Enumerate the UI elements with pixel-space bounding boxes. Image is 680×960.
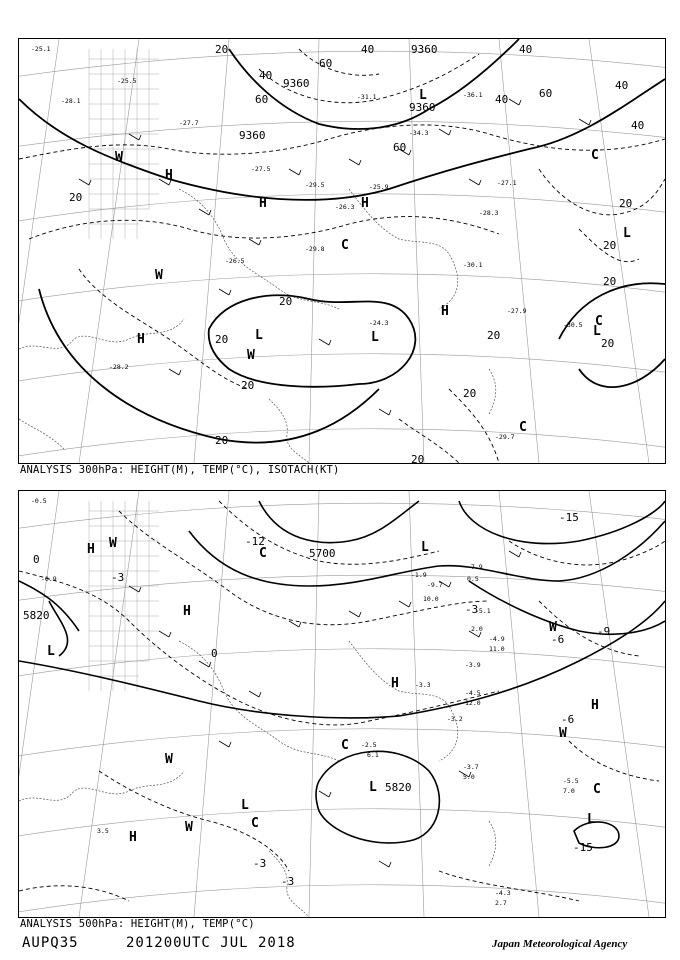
coastlines [19,189,496,463]
obs-temp: 2.0 [471,625,483,633]
chart-code: AUPQ35 [22,935,79,951]
isotach-label: 20 [279,295,293,308]
isotach-label-group [69,43,644,463]
wind-barbs [79,99,591,415]
obs-temp: -27.5 [251,165,271,173]
obs-temp: -34.3 [409,129,429,137]
cold-marker: C [251,816,259,831]
obs-temp: 12.0 [465,699,481,707]
obs-temp: -30.5 [563,321,583,329]
isotach-label: 20 [487,329,501,342]
cold-marker: C [519,420,527,435]
height-contours [19,501,665,848]
height-label: 5820 [23,609,50,622]
low-marker: L [255,328,263,343]
low-marker: L [241,798,249,813]
low-marker: L [369,780,377,795]
obs-temp: -27.7 [179,119,199,127]
isotach-contours [19,49,665,463]
obs-temp: 11.0 [489,645,505,653]
isotach-label: 20 [411,453,425,463]
isotach-label: 20 [603,239,617,252]
obs-temp: -24.3 [369,319,389,327]
isotach-label: 40 [631,119,645,132]
height-label: 9360 [409,101,436,114]
high-marker: H [391,676,399,691]
obs-temp: -27.9 [507,307,527,315]
isotach-label: 60 [393,141,407,154]
low-marker: L [419,88,427,103]
obs-temp: -7.9 [467,563,483,571]
isotherm-label: 0 [211,647,218,660]
low-marker: L [421,540,429,555]
panel-caption-500hpa: ANALYSIS 500hPa: HEIGHT(M), TEMP(°C) [20,918,255,930]
isotherm-label: -3 [465,603,479,616]
obs-temp: 3.5 [97,827,109,835]
obs-temp: -30.1 [463,261,483,269]
low-marker: L [587,812,595,827]
obs-temp: -4.3 [495,889,511,897]
isotach-label: 20 [69,191,83,204]
obs-temp: -4.9 [489,635,505,643]
warm-marker: W [247,348,255,363]
isotach-label: 40 [519,43,533,56]
low-marker: L [623,226,631,241]
isotherm-label: -3 [111,571,125,584]
isotach-label: 20 [463,387,477,400]
obs-temp: -31.1 [357,93,377,101]
warm-marker: W [165,752,173,767]
obs-temp: -28.2 [109,363,129,371]
obs-temp: -5.5 [563,777,579,785]
obs-temp: -25.5 [117,77,137,85]
map-panel-500hpa [18,490,666,918]
agency-name: Japan Meteorological Agency [492,938,628,950]
high-marker: H [361,196,369,211]
obs-temp: -36.1 [463,91,483,99]
graticule [19,491,665,917]
isotach-label: 60 [539,87,553,100]
map-500hpa-svg [19,491,665,917]
isotherm-label: -6 [561,713,575,726]
height-label: 9360 [283,77,310,90]
obs-temp: -3.2 [447,715,463,723]
isotherm-label: -9 [597,625,611,638]
high-marker: H [87,542,95,557]
obs-temp: 5.0 [463,773,475,781]
high-marker: H [441,304,449,319]
map-panel-300hpa [18,38,666,464]
cold-marker: C [591,148,599,163]
obs-temp: -27.1 [497,179,517,187]
obs-temp: 7.0 [563,787,575,795]
obs-temp: 0.5 [467,575,479,583]
high-marker: H [137,332,145,347]
obs-temp: -0.9 [41,575,57,583]
isotach-label: 20 [215,333,229,346]
isotach-label: 40 [259,69,273,82]
isotherm-label: 0 [33,553,40,566]
obs-temp: -0.5 [31,497,47,505]
warm-marker: W [115,150,123,165]
cold-marker: C [341,738,349,753]
isotach-label: 20 [601,337,615,350]
isotach-label: 20 [603,275,617,288]
height-label: 5820 [385,781,412,794]
isotach-label: 40 [361,43,375,56]
obs-temp: -28.3 [479,209,499,217]
cold-marker: C [341,238,349,253]
isotherm-label: -3 [253,857,267,870]
high-marker: H [165,168,173,183]
obs-temp: 2.7 [495,899,507,907]
height-label: 9360 [239,129,266,142]
cold-marker: C [595,314,603,329]
high-marker: H [591,698,599,713]
height-label: 5700 [309,547,336,560]
obs-temp: -28.1 [61,97,81,105]
warm-marker: W [155,268,163,283]
low-marker: L [47,644,55,659]
isotach-label: 60 [319,57,333,70]
cold-marker: C [259,546,267,561]
obs-temp: -26.3 [335,203,355,211]
obs-temp: -29.5 [305,181,325,189]
obs-temp: -1.9 [411,571,427,579]
obs-temp: -4.5 [465,689,481,697]
obs-temp: 6.1 [367,751,379,759]
isotach-label: 20 [215,43,229,56]
obs-temp: -2.5 [361,741,377,749]
isotach-label: 20 [215,434,229,447]
obs-temp: -26.5 [225,257,245,265]
obs-temp: -25.9 [369,183,389,191]
warm-marker: W [559,726,567,741]
obs-temp: -25.1 [31,45,51,53]
obs-temp: -29.8 [305,245,325,253]
isotherm-contours [19,501,665,901]
isotach-label: 60 [255,93,269,106]
isotach-label: 20 [241,379,255,392]
cold-marker: C [593,782,601,797]
isotherm-label: -15 [573,841,593,854]
obs-temp: -29.7 [495,433,515,441]
warm-marker: W [109,536,117,551]
isotherm-label: -6 [551,633,565,646]
obs-temp: 10.0 [423,595,439,603]
height-label: 9360 [411,43,438,56]
isotach-label: 40 [615,79,629,92]
isotherm-label: -12 [245,535,265,548]
high-marker: H [129,830,137,845]
height-label-group [23,547,412,794]
warm-marker: W [549,620,557,635]
isotherm-label: -3 [281,875,295,888]
panel-caption-300hpa: ANALYSIS 300hPa: HEIGHT(M), TEMP(°C), ISOTACH(KT) [20,464,340,476]
isotach-label: 40 [495,93,509,106]
obs-temp: -3.9 [465,661,481,669]
isotherm-label-group [33,511,610,888]
chart-datetime: 201200UTC JUL 2018 [126,935,296,951]
high-marker: H [183,604,191,619]
obs-temp: -9.7 [427,581,443,589]
isotherm-label: -15 [559,511,579,524]
obs-temp: -5.1 [475,607,491,615]
high-marker: H [259,196,267,211]
low-marker: L [593,324,601,339]
obs-temp: -3.7 [463,763,479,771]
map-300hpa-svg [19,39,665,463]
low-marker: L [371,330,379,345]
warm-marker: W [185,820,193,835]
obs-temp: -3.3 [415,681,431,689]
isotach-label: 20 [619,197,633,210]
